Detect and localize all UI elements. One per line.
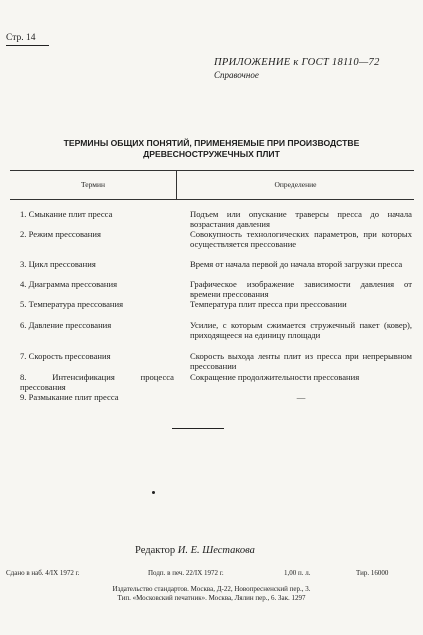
imprint-signed: Подп. в печ. 22/IX 1972 г.: [148, 569, 224, 577]
term-4: 4. Диаграмма прессования: [20, 279, 118, 289]
term-9: 9. Размыкание плит пресса: [20, 392, 119, 402]
end-rule: [172, 428, 224, 429]
publisher-line-1: Издательство стандартов. Москва, Д-22, Новопресненский пер., 3.: [112, 585, 311, 593]
document-title-line-2: ДРЕВЕСНОСТРУЖЕЧНЫХ ПЛИТ: [143, 149, 280, 159]
editor-name: И. Е. Шестакова: [177, 545, 255, 556]
document-title-line-1: ТЕРМИНЫ ОБЩИХ ПОНЯТИЙ, ПРИМЕНЯЕМЫЕ ПРИ ПРОИЗВОДСТВЕ: [63, 138, 360, 148]
term-1: 1. Смыкание плит пресса: [20, 209, 113, 219]
definition-6: Усилие, с которым сжимается стружечный пакет (ковер), приходящееся на единицу площади: [190, 320, 412, 341]
editor-line: [135, 545, 255, 556]
imprint-run: Тир. 16000: [356, 569, 389, 577]
table-top-rule: [10, 170, 414, 171]
definition-5: Температура плит пресса при прессовании: [190, 299, 347, 309]
definition-2: Совокупность технологических параметров, при которых осуществляется прессование: [190, 229, 412, 250]
appendix-subtitle: Справочное: [214, 70, 259, 80]
term-5: 5. Температура прессования: [20, 299, 124, 309]
definition-7: Скорость выхода ленты плит из пресса при непрерывном прессовании: [190, 351, 412, 372]
editor-label: Редактор: [135, 545, 176, 556]
definition-1: Подъем или опускание траверсы пресса до начала возрастания давления: [190, 209, 412, 230]
term-8: 8. Интенсификация процесса прессования: [20, 372, 174, 393]
imprint-sent: Сдано в наб. 4/IX 1972 г.: [6, 569, 80, 577]
table-header-rule: [10, 199, 414, 200]
term-3: 3. Цикл прессования: [20, 259, 96, 269]
appendix-title: ПРИЛОЖЕНИЕ к ГОСТ 18110—72: [214, 57, 380, 68]
definition-3: Время от начала первой до начала второй загрузки пресса: [190, 259, 403, 269]
page-number: Стр. 14: [6, 33, 36, 43]
publisher-block: [0, 585, 423, 602]
term-2: 2. Режим прессования: [20, 229, 101, 239]
table-header-definition: Определение: [274, 180, 317, 189]
table-header-term: Термин: [80, 180, 106, 189]
term-6: 6. Давление прессования: [20, 320, 112, 330]
definition-4: Графическое изображение зависимости давления от времени прессования: [190, 279, 412, 300]
stray-dot: [152, 491, 155, 494]
imprint-sheets: 1,00 п. л.: [284, 569, 311, 577]
definition-8: Сокращение продолжительности прессования: [190, 372, 360, 382]
page-number-rule: [6, 45, 49, 46]
definition-9: —: [296, 392, 306, 402]
term-7: 7. Скорость прессования: [20, 351, 111, 361]
document-title: [20, 138, 403, 160]
publisher-line-2: Тип. «Московский печатник». Москва, Лялин пер., 6. Зак. 1297: [117, 593, 306, 602]
